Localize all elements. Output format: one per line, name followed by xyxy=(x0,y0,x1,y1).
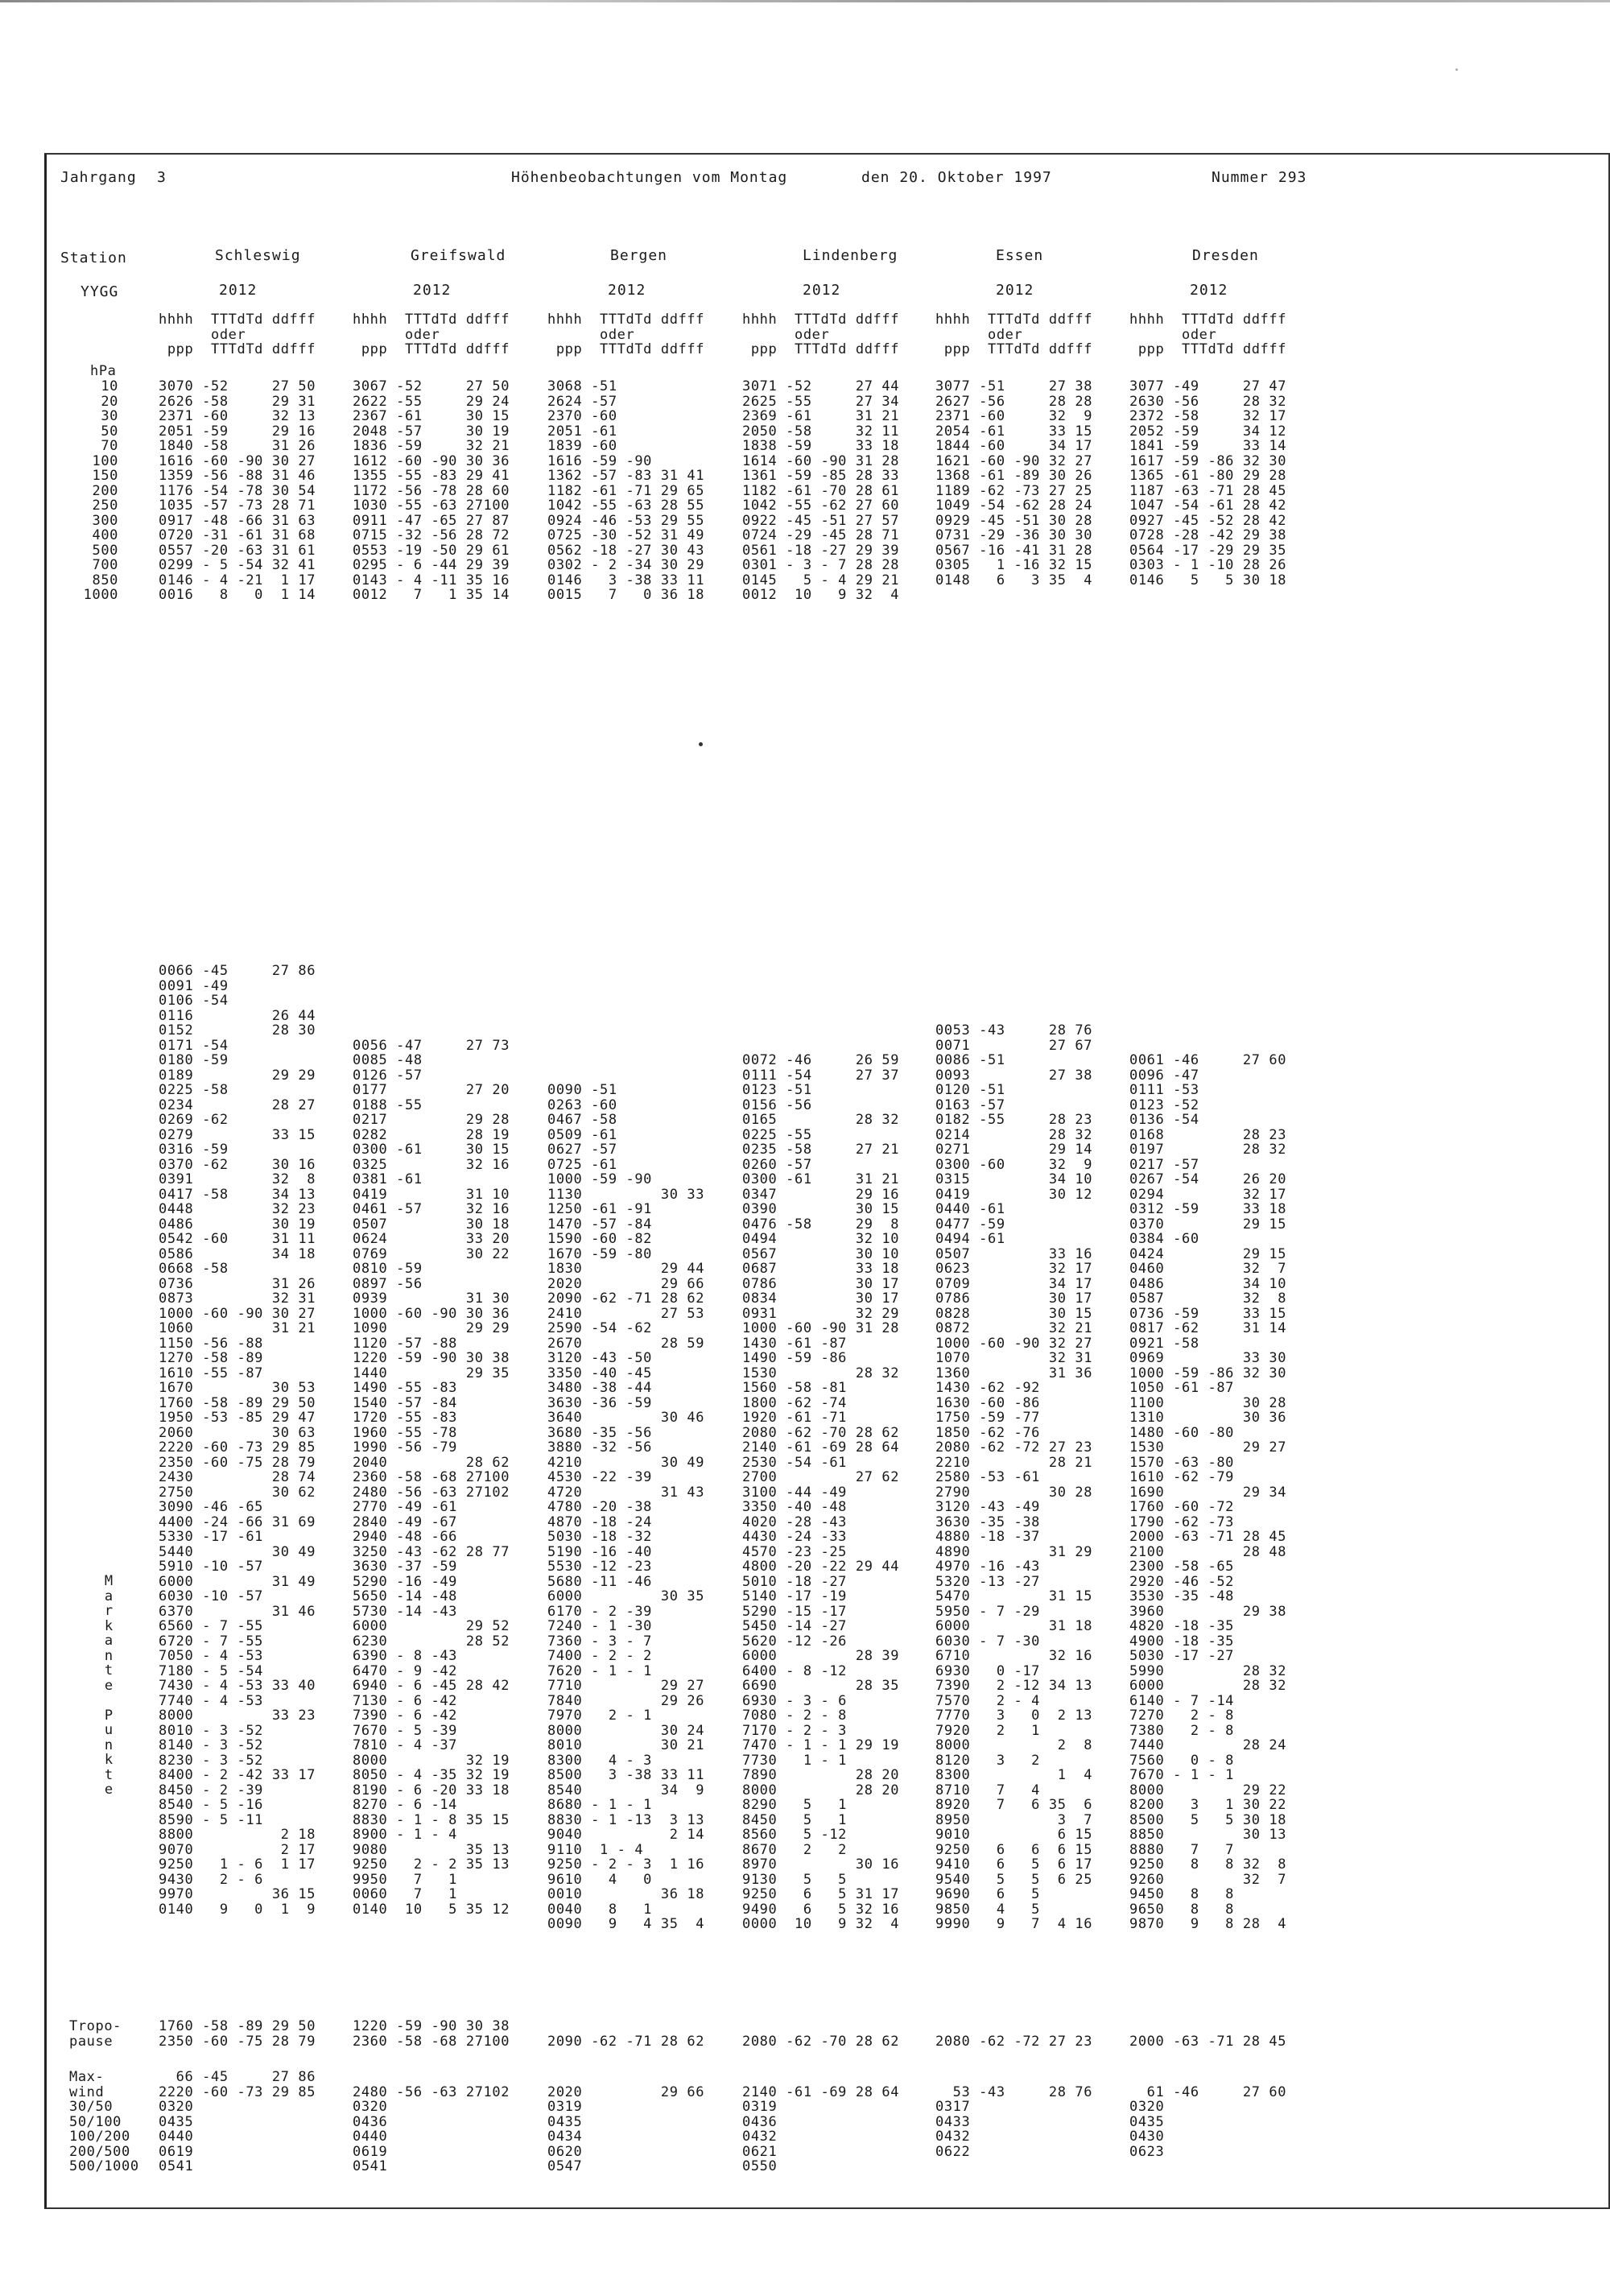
significant-points-block: 0061 -46 27 60 0096 -47 0111 -53 0123 -52 0136 -54 0168 28 23 0197 28 32 0217 -57 0267 -54 26 20 0294 32 17 0312 -59 33 18 0370 29 15 0384 -60 0424 29 15 0460 32 7 0486 34 10 0587 32 8 0736 -59 33 15 0817 -62 31 14 0921 -58 0969 33 30 1000 -59 -86 32 30 1050 -61 -87 1100 30 28 1310 30 36 1480 -60 -80 1530 29 27 1570 -63 -80 1610 -62 -79 1690 29 34 1760 -60 -72 1790 -62 -73 2000 -63 -71 28 45 2100 28 48 2300 -58 -65 2920 -46 -52 3530 -35 -48 3960 29 38 4820 -18 -35 4900 -18 -35 5030 -17 -27 5990 28 32 6000 28 32 6140 - 7 -14 7270 2 - 8 7380 2 - 8 7440 28 24 7560 0 - 8 7670 - 1 - 1 8000 29 22 8200 3 1 30 22 8500 5 5 30 18 8850 30 13 8880 7 7 9250 8 8 32 8 9260 32 7 9450 8 8 9650 8 8 9870 9 8 28 4 xyxy=(1129,1052,1287,1932)
station-name: Dresden xyxy=(1192,247,1259,264)
maxwind-block: 61 -46 27 60 0320 0435 0430 0623 xyxy=(1129,2083,1287,2160)
station-name: Bergen xyxy=(610,247,668,264)
station-name: Lindenberg xyxy=(803,247,898,264)
maxwind-label: Max- wind 30/50 50/100 100/200 200/500 500/1000 xyxy=(69,2069,139,2174)
jahrgang-value: 3 xyxy=(157,169,167,186)
significant-points-block: 0056 -47 27 73 0085 -48 0126 -57 0177 27 20 0188 -55 0217 29 28 0282 28 19 0300 -61 30 15 0325 32 16 0381 -61 0419 31 10 0461 -57 32 16 0507 30 18 0624 33 20 0769 30 22 0810 -59 0897 -56 0939 31 30 1000 -60 -90 30 36 1090 29 29 1120 -57 -88 1220 -59 -90 30 38 1440 29 35 1490 -55 -83 1540 -57 -84 1720 -55 -83 1960 -55 -78 1990 -56 -79 2040 28 62 2360 -58 -68 27100 2480 -56 -63 27102 2770 -49 -61 2840 -49 -67 2940 -48 -66 3250 -43 -62 28 77 3630 -37 -59 5290 -16 -49 5650 -14 -48 5730 -14 -43 6000 29 52 6230 28 52 6390 - 8 -43 6470 - 9 -42 6940 - 6 -45 28 42 7130 - 6 -42 7390 - 6 -42 7670 - 5 -39 7810 - 4 -37 8000 32 19 8050 - 4 -35 32 19 8190 - 6 -20 33 18 8270 - 6 -14 8830 - 1 - 8 35 15 8900 - 1 - 4 9080 35 13 9250 2 - 2 35 13 9950 7 1 0060 7 1 0140 10 5 35 12 xyxy=(353,1037,510,1918)
maxwind-block: 2140 -61 -69 28 64 0319 0436 0432 0621 0550 xyxy=(742,2083,900,2174)
station-yygg: 2012 xyxy=(219,282,258,299)
tropopause-block: 1220 -59 -90 30 38 2360 -58 -68 27100 xyxy=(353,2018,510,2050)
maxwind-block: 66 -45 27 86 2220 -60 -73 29 85 0320 0435 0440 0619 0541 xyxy=(159,2069,316,2174)
column-header: hhhh TTTdTd ddfff oder ppp TTTdTd ddfff xyxy=(547,312,705,357)
maxwind-block: 2020 29 66 0319 0435 0434 0620 0547 xyxy=(547,2083,705,2174)
maxwind-block: 53 -43 28 76 0317 0433 0432 0622 xyxy=(935,2083,1093,2160)
standard-levels-block: 3070 -52 27 50 2626 -58 29 31 2371 -60 32 13 2051 -59 29 16 1840 -58 31 26 1616 -60 -90 30 27 1359 -56 -88 31 46 1176 -54 -78 30 54 1035 -57 -73 28 71 0917 -48 -66 31 63 0720 -31 -61 31 68 0557 -20 -63 31 61 0299 - 5 -54 32 41 0146 - 4 -21 1 17 0016 8 0 1 14 xyxy=(159,378,316,603)
standard-levels-block: 3067 -52 27 50 2622 -55 29 24 2367 -61 30 15 2048 -57 30 19 1836 -59 32 21 1612 -60 -90 30 36 1355 -55 -83 29 41 1172 -56 -78 28 60 1030 -55 -63 27100 0911 -47 -65 27 87 0715 -32 -56 28 72 0553 -19 -50 29 61 0295 - 6 -44 29 39 0143 - 4 -11 35 16 0012 7 1 35 14 xyxy=(353,378,510,603)
tropopause-block: 2080 -62 -72 27 23 xyxy=(935,2033,1093,2050)
standard-levels-block: 3077 -49 27 47 2630 -56 28 32 2372 -58 32 17 2052 -59 34 12 1841 -59 33 14 1617 -59 -86 32 30 1365 -61 -80 29 28 1187 -63 -71 28 45 1047 -54 -61 28 42 0927 -45 -52 28 42 0728 -28 -42 29 38 0564 -17 -29 29 35 0303 - 1 -10 28 26 0146 5 5 30 18 xyxy=(1129,378,1287,588)
markante-punkte-letter: n xyxy=(104,1736,114,1753)
column-header: hhhh TTTdTd ddfff oder ppp TTTdTd ddfff xyxy=(742,312,900,357)
report-number: Nummer 293 xyxy=(1212,169,1307,186)
markante-punkte-letter: t xyxy=(104,1766,114,1783)
standard-levels-block: 3071 -52 27 44 2625 -55 27 34 2369 -61 31 21 2050 -58 32 11 1838 -59 33 18 1614 -60 -90 31 28 1361 -59 -85 28 33 1182 -61 -70 28 61 1042 -55 -62 27 60 0922 -45 -51 27 57 0724 -29 -45 28 71 0561 -18 -27 29 39 0301 - 3 - 7 28 28 0145 5 - 4 29 21 0012 10 9 32 4 xyxy=(742,378,900,603)
significant-points-block: 0090 -51 0263 -60 0467 -58 0509 -61 0627 -57 0725 -61 1000 -59 -90 1130 30 33 1250 -61 -91 1470 -57 -84 1590 -60 -82 1670 -59 -80 1830 29 44 2020 29 66 2090 -62 -71 28 62 2410 27 53 2590 -54 -62 2670 28 59 3120 -43 -50 3350 -40 -45 3480 -38 -44 3630 -36 -59 3640 30 46 3680 -35 -56 3880 -32 -56 4210 30 49 4530 -22 -39 4720 31 43 4780 -20 -38 4870 -18 -24 5030 -18 -32 5190 -16 -40 5530 -12 -23 5680 -11 -46 6000 30 35 6170 - 2 -39 7240 - 1 -30 7360 - 3 - 7 7400 - 2 - 2 7620 - 1 - 1 7710 29 27 7840 29 26 7970 2 - 1 8000 30 24 8010 30 21 8300 4 - 3 8500 3 -38 33 11 8540 34 9 8680 - 1 - 1 8830 - 1 -13 3 13 9040 2 14 9110 1 - 4 9250 - 2 - 3 1 16 9610 4 0 0010 36 18 0040 8 1 0090 9 4 35 4 xyxy=(547,1082,705,1932)
station-yygg: 2012 xyxy=(803,282,841,299)
markante-punkte-letter: e xyxy=(104,1677,114,1694)
station-yygg: 2012 xyxy=(608,282,646,299)
station-yygg: 2012 xyxy=(996,282,1034,299)
report-date: den 20. Oktober 1997 xyxy=(861,169,1052,186)
markante-punkte-letter: e xyxy=(104,1782,114,1798)
yygg-label: YYGG xyxy=(80,283,119,300)
standard-levels-block: 3068 -51 2624 -57 2370 -60 2051 -61 1839 -60 1616 -59 -90 1362 -57 -83 31 41 1182 -61 -71 29 65 1042 -55 -63 28 55 0924 -46 -53 29 55 0725 -30 -52 31 49 0562 -18 -27 30 43 0302 - 2 -34 30 29 0146 3 -38 33 11 0015 7 0 36 18 xyxy=(547,378,705,603)
station-yygg: 2012 xyxy=(413,282,452,299)
significant-points-block: 0072 -46 26 59 0111 -54 27 37 0123 -51 0156 -56 0165 28 32 0225 -55 0235 -58 27 21 0260 -57 0300 -61 31 21 0347 29 16 0390 30 15 0476 -58 29 8 0494 32 10 0567 30 10 0687 33 18 0786 30 17 0834 30 17 0931 32 29 1000 -60 -90 31 28 1430 -61 -87 1490 -59 -86 1530 28 32 1560 -58 -81 1800 -62 -74 1920 -61 -71 2080 -62 -70 28 62 2140 -61 -69 28 64 2530 -54 -61 2700 27 62 3100 -44 -49 3350 -40 -48 4020 -28 -43 4430 -24 -33 4570 -23 -25 4800 -20 -22 29 44 5010 -18 -27 5140 -17 -19 5290 -15 -17 5450 -14 -27 5620 -12 -26 6000 28 39 6400 - 8 -12 6690 28 35 6930 - 3 - 6 7080 - 2 - 8 7170 - 2 - 3 7470 - 1 - 1 29 19 7730 1 - 1 7890 28 20 8000 28 20 8290 5 1 8450 5 1 8560 5 -12 8670 2 2 8970 30 16 9130 5 5 9250 6 5 31 17 9490 6 5 32 16 0000 10 9 32 4 xyxy=(742,1052,900,1932)
hpa-label: hPa xyxy=(90,363,117,379)
markante-punkte-letter: r xyxy=(104,1603,114,1619)
pressure-levels: 10 20 30 50 70 100 150 200 250 300 400 500 700 850 1000 xyxy=(83,378,118,603)
station-name: Essen xyxy=(996,247,1044,264)
markante-punkte-letter: k xyxy=(104,1752,114,1768)
tropopause-block: 2090 -62 -71 28 62 xyxy=(547,2033,705,2050)
station-yygg: 2012 xyxy=(1190,282,1228,299)
markante-punkte-letter: a xyxy=(104,1633,114,1649)
markante-punkte-letter: M xyxy=(104,1573,114,1589)
column-header: hhhh TTTdTd ddfff oder ppp TTTdTd ddfff xyxy=(1129,312,1287,357)
markante-punkte-letter: k xyxy=(104,1617,114,1634)
tropopause-block: 1760 -58 -89 29 50 2350 -60 -75 28 79 xyxy=(159,2018,316,2050)
tropopause-block: 2080 -62 -70 28 62 xyxy=(742,2033,900,2050)
markante-punkte-letter: u xyxy=(104,1722,114,1738)
station-label: Station xyxy=(60,250,127,266)
column-header: hhhh TTTdTd ddfff oder ppp TTTdTd ddfff xyxy=(353,312,510,357)
significant-points-block: 0066 -45 27 86 0091 -49 0106 -54 0116 26 44 0152 28 30 0171 -54 0180 -59 0189 29 29 0225 -58 0234 28 27 0269 -62 0279 33 15 0316 -59 0370 -62 30 16 0391 32 8 0417 -58 34 13 0448 32 23 0486 30 19 0542 -60 31 11 0586 34 18 0668 -58 0736 31 26 0873 32 31 1000 -60 -90 30 27 1060 31 21 1150 -56 -88 1270 -58 -89 1610 -55 -87 1670 30 53 1760 -58 -89 29 50 1950 -53 -85 29 47 2060 30 63 2220 -60 -73 29 85 2350 -60 -75 28 79 2430 28 74 2750 30 62 3090 -46 -65 4400 -24 -66 31 69 5330 -17 -61 5440 30 49 5910 -10 -57 6000 31 49 6030 -10 -57 6370 31 46 6560 - 7 -55 6720 - 7 -55 7050 - 4 -53 7180 - 5 -54 7430 - 4 -53 33 40 7740 - 4 -53 8000 33 23 8010 - 3 -52 8140 - 3 -52 8230 - 3 -52 8400 - 2 -42 33 17 8450 - 2 -39 8540 - 5 -16 8590 - 5 -11 8800 2 18 9070 2 17 9250 1 - 6 1 17 9430 2 - 6 9970 36 15 0140 9 0 1 9 xyxy=(159,963,316,1918)
station-name: Schleswig xyxy=(215,247,301,264)
tropopause-label: Tropo- pause xyxy=(69,2018,122,2050)
scan-speck xyxy=(1455,68,1458,71)
markante-punkte-letter: a xyxy=(104,1588,114,1604)
maxwind-block: 2480 -56 -63 27102 0320 0436 0440 0619 0541 xyxy=(353,2083,510,2174)
column-header: hhhh TTTdTd ddfff oder ppp TTTdTd ddfff xyxy=(935,312,1093,357)
scan-speck xyxy=(699,742,703,746)
markante-punkte-letter: t xyxy=(104,1662,114,1679)
standard-levels-block: 3077 -51 27 38 2627 -56 28 28 2371 -60 32 9 2054 -61 33 15 1844 -60 34 17 1621 -60 -90 32 27 1368 -61 -89 30 26 1189 -62 -73 27 25 1049 -54 -62 28 24 0929 -45 -51 30 28 0731 -29 -36 30 30 0567 -16 -41 31 28 0305 1 -16 32 15 0148 6 3 35 4 xyxy=(935,378,1093,588)
markante-punkte-letter: P xyxy=(104,1707,114,1724)
scan-top-edge xyxy=(0,0,1610,2)
markante-punkte-letter: n xyxy=(104,1647,114,1664)
significant-points-block: 0053 -43 28 76 0071 27 67 0086 -51 0093 27 38 0120 -51 0163 -57 0182 -55 28 23 0214 28 32 0271 29 14 0300 -60 32 9 0315 34 10 0419 30 12 0440 -61 0477 -59 0494 -61 0507 33 16 0623 32 17 0709 34 17 0786 30 17 0828 30 15 0872 32 21 1000 -60 -90 32 27 1070 32 31 1360 31 36 1430 -62 -92 1630 -60 -86 1750 -59 -77 1850 -62 -76 2080 -62 -72 27 23 2210 28 21 2580 -53 -61 2790 30 28 3120 -43 -49 3630 -35 -38 4880 -18 -37 4890 31 29 4970 -16 -43 5320 -13 -27 5470 31 15 5950 - 7 -29 6000 31 18 6030 - 7 -30 6710 32 16 6930 0 -17 7390 2 -12 34 13 7570 2 - 4 7770 3 0 2 13 7920 2 1 8000 2 8 8120 3 2 8300 1 4 8710 7 4 8920 7 6 35 6 8950 3 7 9010 6 15 9250 6 6 6 15 9410 6 5 6 17 9540 5 5 6 25 9690 6 5 9850 4 5 9990 9 7 4 16 xyxy=(935,1022,1093,1932)
report-title: Höhenbeobachtungen vom Montag xyxy=(511,169,788,186)
jahrgang-label: Jahrgang xyxy=(60,169,137,186)
tropopause-block: 2000 -63 -71 28 45 xyxy=(1129,2033,1287,2050)
column-header: hhhh TTTdTd ddfff oder ppp TTTdTd ddfff xyxy=(159,312,316,357)
station-name: Greifswald xyxy=(411,247,506,264)
